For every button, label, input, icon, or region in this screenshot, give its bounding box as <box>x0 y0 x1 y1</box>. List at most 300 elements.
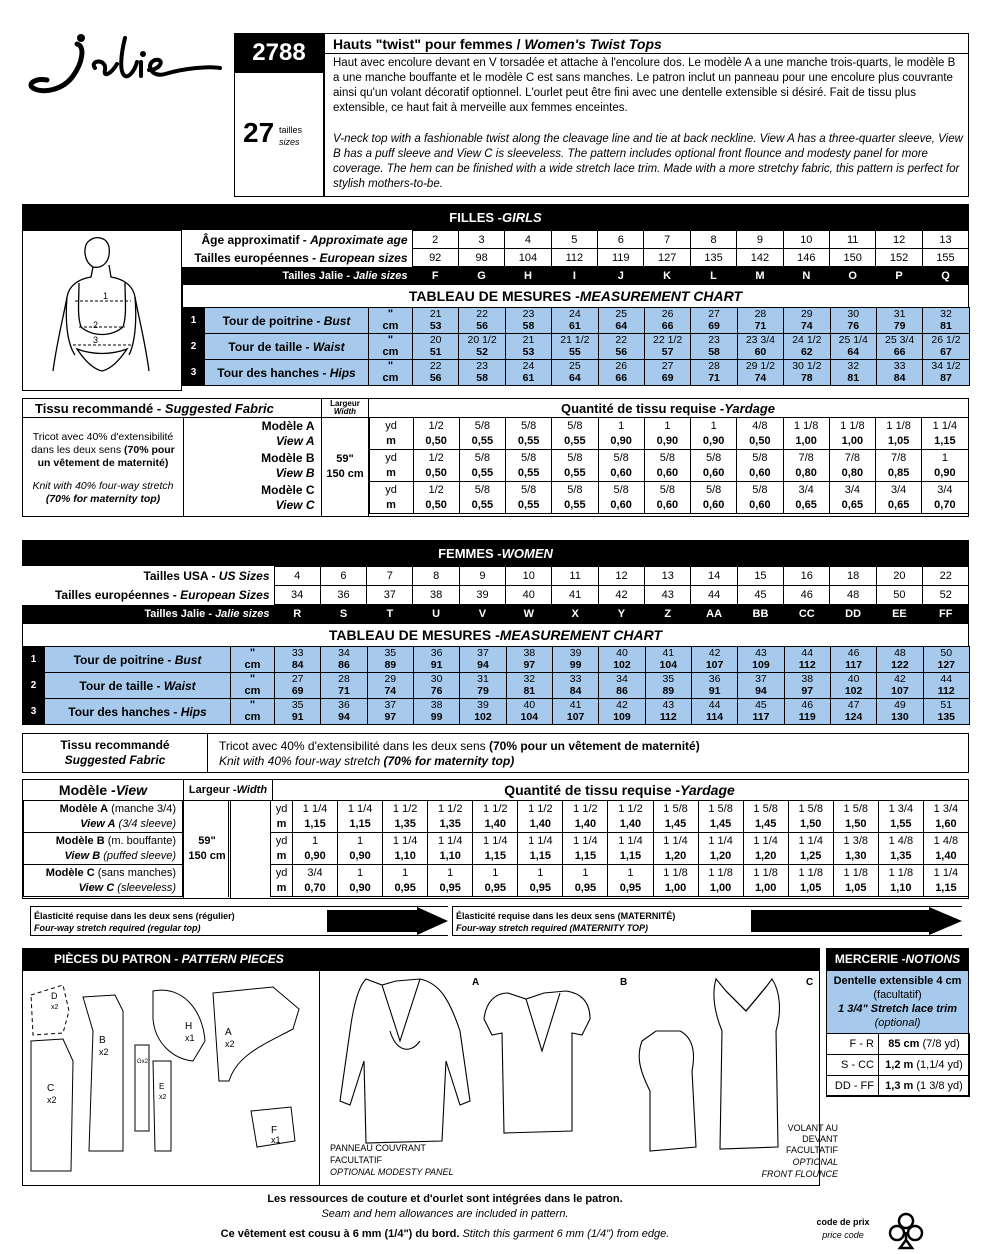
measure-cm-value: 78 <box>784 373 830 386</box>
women-jalie: W <box>506 605 552 624</box>
women-view-en-line: View C (sleeveless) <box>78 881 176 894</box>
measure-inch-value: 40 <box>599 647 645 660</box>
measure-cm-value: 58 <box>459 373 505 386</box>
notions-amount: 85 cm (7/8 yd) <box>879 1034 970 1055</box>
measure-inch-value: 38 <box>413 699 459 712</box>
measure-inch-value: 51 <box>923 699 969 712</box>
notions-banner: MERCERIE - NOTIONS <box>826 948 969 970</box>
measure-cm-value: 114 <box>691 712 737 725</box>
girls-view-label <box>183 418 321 450</box>
girls-m-value: 1,05 <box>876 434 922 450</box>
description-fr: Haut avec encolure devant en V torsadée et attache à l'encolure dos. Le modèle A a une manche trois-quarts, le modèle B a une manche bouffante et le modèle C est sans manches. Le patron inclut un panneau pour une encolure plus couvrante ainsi qu'un volant décoratif optionnel. L'ourlet peut être fini avec une dentelle extensible si désiré. Fait de tissu plus extensible, ce haut fait à merveille aux femmes enceintes. <box>333 57 956 114</box>
measure-cm-value: 97 <box>367 712 413 725</box>
women-yd-value: 1 5/8 <box>788 801 833 817</box>
girls-yd-value: 5/8 <box>459 482 505 498</box>
measure-inch-value: 40 <box>830 673 876 686</box>
measure-cm-value: 55 <box>552 347 598 360</box>
women-m-value: 1,05 <box>788 881 833 897</box>
women-view-en-line: View B (puffed sleeve) <box>64 849 176 862</box>
girls-yd-value: 5/8 <box>598 450 644 466</box>
women-m-value: 1,15 <box>338 817 383 833</box>
title-en: Women's Twist Tops <box>524 36 662 52</box>
measure-label-en: Bust <box>323 313 351 328</box>
girls-m-value: 0,85 <box>876 466 922 482</box>
notions-amount: 1,2 m (1,1/4 yd) <box>879 1055 970 1076</box>
women-yd-value: 1 1/2 <box>473 801 518 817</box>
girls-yd-value: 3/4 <box>783 482 829 498</box>
piece-label-ex: x2 <box>159 1094 167 1101</box>
girl-label-3: 3 <box>93 335 99 345</box>
measure-inch-value: 36 <box>413 647 459 660</box>
girls-yd-value: 5/8 <box>644 482 690 498</box>
girls-m-value: 1,00 <box>783 434 829 450</box>
measure-label-en: Waist <box>312 339 345 354</box>
women-us: 4 <box>274 567 320 586</box>
sizes-box <box>234 73 324 197</box>
measure-inch-value: 30 1/2 <box>784 360 830 373</box>
measure-inch-value: 33 <box>552 673 598 686</box>
women-fabric-head: Tissu recommandé Suggested Fabric <box>60 738 170 767</box>
women-m-value: 1,45 <box>743 817 788 833</box>
women-m-value: 1,35 <box>428 817 473 833</box>
measure-label-en: Waist <box>163 678 196 693</box>
unit-inch: " <box>231 673 275 686</box>
measure-cm-value: 66 <box>644 321 690 334</box>
women-jalie: V <box>459 605 505 624</box>
measure-inch-value: 27 <box>275 673 321 686</box>
measure-inch-value: 24 1/2 <box>784 334 830 347</box>
women-m-value: 1,00 <box>698 881 743 897</box>
girls-m-value: 0,55 <box>506 434 552 450</box>
girl-label-1: 1 <box>103 291 109 301</box>
women-us-row <box>22 567 969 586</box>
piece-label-ax: x2 <box>225 1039 235 1049</box>
measure-inch-value: 24 <box>552 308 598 321</box>
women-m-value: 0,95 <box>473 881 518 897</box>
measure-inch-value: 21 <box>505 334 551 347</box>
measure-inch-value: 29 <box>367 673 413 686</box>
women-fabric-box <box>22 733 969 773</box>
women-yd-value: 1 1/4 <box>698 833 743 849</box>
measure-inch-value: 36 <box>691 673 737 686</box>
measure-cm-value: 57 <box>644 347 690 360</box>
measure-cm-value: 52 <box>459 347 505 360</box>
girls-yd-value: 5/8 <box>459 450 505 466</box>
women-yd-value: 1 1/4 <box>923 865 968 881</box>
measure-label-en: Hips <box>180 704 207 719</box>
measure-inch-value: 34 1/2 <box>923 360 969 373</box>
women-us: 13 <box>645 567 691 586</box>
measure-inch-value: 49 <box>877 699 923 712</box>
girls-yd-value: 3/4 <box>922 482 968 498</box>
women-view-label <box>24 833 183 865</box>
piece-label-c: C <box>47 1083 55 1094</box>
women-euro: 36 <box>320 586 366 605</box>
measure-cm-value: 127 <box>923 660 969 673</box>
girls-yd-value: 1/2 <box>413 450 459 466</box>
measure-cm-value: 91 <box>413 660 459 673</box>
girls-yd-value: 5/8 <box>506 418 552 434</box>
girls-m-value: 0,90 <box>922 466 968 482</box>
measure-label-en: Hips <box>329 365 356 380</box>
measure-cm-value: 79 <box>460 686 506 699</box>
measure-cm-value: 58 <box>691 347 737 360</box>
measure-cm-value: 119 <box>784 712 830 725</box>
measure-inch-value: 37 <box>738 673 784 686</box>
measure-cm-value: 107 <box>691 660 737 673</box>
measure-inch-value: 29 <box>784 308 830 321</box>
women-m-value: 1,35 <box>878 849 923 865</box>
measure-inch-value: 26 <box>644 308 690 321</box>
girls-age: 3 <box>458 231 504 249</box>
sizes-count: 27 <box>243 117 275 148</box>
women-yd-value: 1 1/4 <box>788 833 833 849</box>
women-fabric-desc: Tricot avec 40% d'extensibilité dans les deux sens (70% pour un vêtement de maternité) Knit with 40% four-way stretch (70% for maternity top) <box>219 739 700 768</box>
girls-m-value: 0,60 <box>691 466 737 482</box>
women-m-value: 1,50 <box>833 817 878 833</box>
measure-cm-value: 86 <box>321 660 367 673</box>
girls-m-value: 0,55 <box>459 498 505 514</box>
girls-width-spacer <box>321 450 369 482</box>
girls-view-fr: Modèle B <box>261 450 315 465</box>
women-us: 22 <box>923 567 969 586</box>
garment-views-icon <box>320 971 838 1185</box>
piece-label-a: A <box>225 1027 232 1038</box>
girls-m-value: 0,60 <box>644 498 690 514</box>
measure-cm-value: 69 <box>691 321 737 334</box>
measure-label-en: Bust <box>174 652 202 667</box>
women-yardage-row-yd <box>24 865 969 881</box>
measure-cm-value: 60 <box>737 347 783 360</box>
unit-cm: cm <box>369 347 413 360</box>
measure-cm-value: 71 <box>737 321 783 334</box>
girls-yd-value: 5/8 <box>506 450 552 466</box>
measure-cm-value: 112 <box>923 686 969 699</box>
girls-euro: 155 <box>922 249 968 267</box>
women-m-value: 1,10 <box>383 849 428 865</box>
women-yd-value: 1 <box>473 865 518 881</box>
women-m-value: 1,50 <box>788 817 833 833</box>
measure-inch-value: 44 <box>691 699 737 712</box>
women-view-head: Modèle - View <box>58 782 148 798</box>
measure-inch-value: 30 <box>413 673 459 686</box>
women-m-value: 1,15 <box>563 849 608 865</box>
unit-m: m <box>271 849 293 865</box>
women-yd-value: 1 3/8 <box>833 833 878 849</box>
measure-cm-value: 53 <box>505 347 551 360</box>
measure-cm-value: 81 <box>830 373 876 386</box>
measure-cm-value: 81 <box>923 321 969 334</box>
women-m-value: 0,95 <box>518 881 563 897</box>
girls-euro: 142 <box>737 249 783 267</box>
stretch-maternity <box>452 906 962 936</box>
notions-amount: 1,3 m (1 3/8 yd) <box>879 1076 970 1097</box>
measure-inch-value: 42 <box>877 673 923 686</box>
women-banner: FEMMES - WOMEN <box>22 540 969 566</box>
girls-yd-value: 1 <box>644 418 690 434</box>
women-gap <box>229 801 271 833</box>
girls-fabric-fr-3: (70% pour <box>124 444 175 456</box>
measure-cm-value: 94 <box>460 660 506 673</box>
measure-cm-value: 107 <box>877 686 923 699</box>
girls-chart-title: TABLEAU DE MESURES - MEASUREMENT CHART <box>182 285 969 307</box>
girls-age: 11 <box>830 231 876 249</box>
women-us-label: Tailles USA - US Sizes <box>143 569 270 583</box>
unit-yd: yd <box>369 418 413 434</box>
women-yd-value: 1 1/4 <box>608 833 653 849</box>
stretch-regular-en: Four-way stretch required (regular top) <box>34 923 201 933</box>
measure-inch-value: 28 <box>321 673 367 686</box>
girls-jalie: H <box>505 267 551 285</box>
measure-label-fr: Tour de taille - <box>79 678 164 693</box>
measure-inch-value: 44 <box>784 647 830 660</box>
measure-label-fr: Tour de taille - <box>228 339 313 354</box>
women-yd-value: 1 <box>428 865 473 881</box>
women-jalie: U <box>413 605 459 624</box>
unit-m: m <box>369 434 413 450</box>
girls-m-value: 0,90 <box>644 434 690 450</box>
girls-yd-value: 5/8 <box>691 482 737 498</box>
measure-cm-value: 56 <box>598 347 644 360</box>
women-m-value: 0,90 <box>293 849 338 865</box>
girls-jalie: F <box>412 267 458 285</box>
girls-view-label <box>183 482 321 514</box>
title-fr: Hauts "twist" pour femmes / <box>333 36 525 52</box>
girls-width-spacer <box>321 418 369 450</box>
girls-m-value: 0,65 <box>783 498 829 514</box>
girls-euro: 150 <box>830 249 876 267</box>
girls-age: 12 <box>876 231 922 249</box>
women-yd-value: 1 <box>338 865 383 881</box>
measure-inch-value: 20 1/2 <box>459 334 505 347</box>
women-width-spacer <box>183 865 229 897</box>
girl-label-2: 2 <box>93 320 99 330</box>
girls-yd-value: 7/8 <box>829 450 875 466</box>
measure-cm-value: 64 <box>598 321 644 334</box>
girls-euro: 135 <box>690 249 736 267</box>
measure-inch-value: 25 1/4 <box>830 334 876 347</box>
unit-m: m <box>271 817 293 833</box>
women-euro: 40 <box>506 586 552 605</box>
jalie-logo <box>25 32 225 102</box>
girls-age: 13 <box>922 231 968 249</box>
girls-jalie: J <box>598 267 644 285</box>
women-yd-value: 1 5/8 <box>743 801 788 817</box>
measure-inch-value: 21 1/2 <box>552 334 598 347</box>
women-m-value: 0,95 <box>383 881 428 897</box>
measure-inch-value: 25 <box>598 308 644 321</box>
measure-inch-value: 35 <box>645 673 691 686</box>
measure-cm-value: 51 <box>413 347 459 360</box>
measure-number: 2 <box>23 673 45 699</box>
measure-inch-value: 47 <box>830 699 876 712</box>
women-us: 18 <box>830 567 876 586</box>
women-yardage-table <box>23 800 969 897</box>
measure-inch-value: 32 <box>923 308 969 321</box>
measure-cm-value: 76 <box>830 321 876 334</box>
measure-number: 1 <box>183 308 205 334</box>
measure-number: 2 <box>183 334 205 360</box>
women-yd-value: 1 <box>563 865 608 881</box>
women-yd-value: 1 1/4 <box>653 833 698 849</box>
price-fr: code de prix <box>816 1217 870 1227</box>
measure-cm-value: 130 <box>877 712 923 725</box>
women-euro: 37 <box>367 586 413 605</box>
notions-row <box>827 1055 970 1076</box>
women-yd-value: 1 3/4 <box>923 801 968 817</box>
measure-cm-value: 58 <box>505 321 551 334</box>
women-m-value: 0,70 <box>293 881 338 897</box>
girls-euro: 152 <box>876 249 922 267</box>
girls-yd-value: 5/8 <box>598 482 644 498</box>
girls-m-value: 0,60 <box>644 466 690 482</box>
unit-yd: yd <box>271 865 293 881</box>
measure-label <box>45 647 231 673</box>
women-jalie: T <box>367 605 413 624</box>
measure-cm-value: 53 <box>413 321 459 334</box>
measure-inch-value: 45 <box>738 699 784 712</box>
measure-cm-value: 94 <box>738 686 784 699</box>
girls-jalie: M <box>737 267 783 285</box>
girls-view-en: View C <box>275 497 315 512</box>
women-jalie: DD <box>830 605 876 624</box>
measure-cm-value: 112 <box>645 712 691 725</box>
girls-euro: 104 <box>505 249 551 267</box>
measure-inch-value: 29 1/2 <box>737 360 783 373</box>
women-yardage-row-yd <box>24 801 969 817</box>
women-euro: 38 <box>413 586 459 605</box>
girls-euro: 92 <box>412 249 458 267</box>
measure-inch-value: 38 <box>506 647 552 660</box>
girls-yd-value: 1/2 <box>413 482 459 498</box>
unit-inch: " <box>369 334 413 347</box>
women-yd-value: 1 5/8 <box>833 801 878 817</box>
view-a-label: A <box>472 977 480 988</box>
girls-m-value: 0,55 <box>459 434 505 450</box>
measure-label-fr: Tour des hanches - <box>68 704 181 719</box>
unit-cm: cm <box>369 321 413 334</box>
women-yd-value: 1 1/2 <box>383 801 428 817</box>
measure-cm-value: 117 <box>738 712 784 725</box>
women-jalie: Z <box>645 605 691 624</box>
measure-inch-value: 31 <box>876 308 922 321</box>
women-m-value: 1,15 <box>608 849 653 865</box>
girls-m-value: 0,60 <box>691 498 737 514</box>
measure-cm-value: 62 <box>784 347 830 360</box>
women-yd-value: 1 1/8 <box>878 865 923 881</box>
girls-width-spacer <box>321 482 369 514</box>
measure-inch-value: 36 <box>321 699 367 712</box>
measure-inch-value: 41 <box>552 699 598 712</box>
measure-inch-value: 50 <box>923 647 969 660</box>
girl-figure-icon <box>23 231 181 389</box>
girls-fabric-en-1: Knit with 40% four-way stretch <box>32 480 174 492</box>
measure-inch-value: 22 <box>598 334 644 347</box>
women-m-value: 1,00 <box>743 881 788 897</box>
girls-m-value: 0,60 <box>737 498 783 514</box>
piece-label-f: F <box>271 1125 278 1136</box>
girls-m-value: 0,50 <box>413 466 459 482</box>
flounce-5: FRONT FLOUNCE <box>761 1169 838 1179</box>
unit-inch: " <box>231 699 275 712</box>
measure-inch-value: 28 <box>691 360 737 373</box>
women-width-spacer <box>183 833 229 865</box>
piece-label-cx: x2 <box>47 1095 57 1105</box>
girls-jalie: P <box>876 267 922 285</box>
women-m-value: 1,15 <box>293 817 338 833</box>
women-m-value: 1,20 <box>743 849 788 865</box>
girls-view-label <box>183 450 321 482</box>
women-us: 14 <box>691 567 737 586</box>
girls-age: 7 <box>644 231 690 249</box>
women-us: 8 <box>413 567 459 586</box>
notions-row <box>827 1076 970 1097</box>
girls-m-value: 1,00 <box>829 434 875 450</box>
notions-size: S - CC <box>827 1055 879 1076</box>
measure-inch-value: 37 <box>367 699 413 712</box>
girls-fabric-en-2: (70% for maternity top) <box>45 493 161 505</box>
women-gap <box>229 833 271 865</box>
measure-cm-value: 135 <box>923 712 969 725</box>
piece-label-bx: x2 <box>99 1047 109 1057</box>
girls-figure-box <box>22 230 182 391</box>
girls-euro: 127 <box>644 249 690 267</box>
girls-fabric-fr-4: un vêtement de maternité) <box>37 457 169 469</box>
measure-cm-value: 102 <box>830 686 876 699</box>
women-jalie: FF <box>923 605 969 624</box>
women-us: 12 <box>598 567 644 586</box>
measure-cm-value: 91 <box>275 712 321 725</box>
women-yd-value: 1 4/8 <box>878 833 923 849</box>
unit-m: m <box>369 498 413 514</box>
girls-euro: 98 <box>458 249 504 267</box>
measure-inch-value: 35 <box>367 647 413 660</box>
women-yd-value: 1 1/2 <box>428 801 473 817</box>
women-m-value: 1,35 <box>383 817 428 833</box>
girls-yd-value: 1 1/8 <box>783 418 829 434</box>
lace-block <box>827 971 968 1033</box>
girls-age: 9 <box>737 231 783 249</box>
women-m-value: 1,25 <box>788 849 833 865</box>
women-euro: 34 <box>274 586 320 605</box>
price-code <box>808 1216 878 1242</box>
women-width-value: 59" 150 cm <box>183 800 231 898</box>
women-yd-value: 1 1/2 <box>518 801 563 817</box>
measure-cm-value: 61 <box>552 321 598 334</box>
women-yd-value: 1 5/8 <box>698 801 743 817</box>
measure-cm-value: 67 <box>923 347 969 360</box>
measure-inch-value: 41 <box>645 647 691 660</box>
women-yardage-row-yd <box>24 833 969 849</box>
unit-yd: yd <box>271 801 293 817</box>
girls-fabric-fr-2: dans les deux sens <box>31 444 125 456</box>
women-view-fr-line: Modèle B (m. bouffante) <box>55 834 176 847</box>
measure-inch-value: 38 <box>784 673 830 686</box>
measure-inch-value: 42 <box>691 647 737 660</box>
women-euro: 50 <box>876 586 922 605</box>
pattern-number: 2788 <box>234 33 324 73</box>
flounce-4: OPTIONAL <box>792 1157 838 1167</box>
measure-cm-value: 74 <box>737 373 783 386</box>
women-m-value: 0,90 <box>338 849 383 865</box>
lace-3: 1 3/4" Stretch lace trim <box>838 1003 957 1015</box>
girls-yardage-row-yd <box>183 482 968 498</box>
girls-view-fr: Modèle C <box>261 482 315 497</box>
unit-cm: cm <box>369 373 413 386</box>
measure-row-inches <box>183 334 970 347</box>
women-yd-value: 1 1/4 <box>338 801 383 817</box>
girls-m-value: 0,50 <box>737 434 783 450</box>
